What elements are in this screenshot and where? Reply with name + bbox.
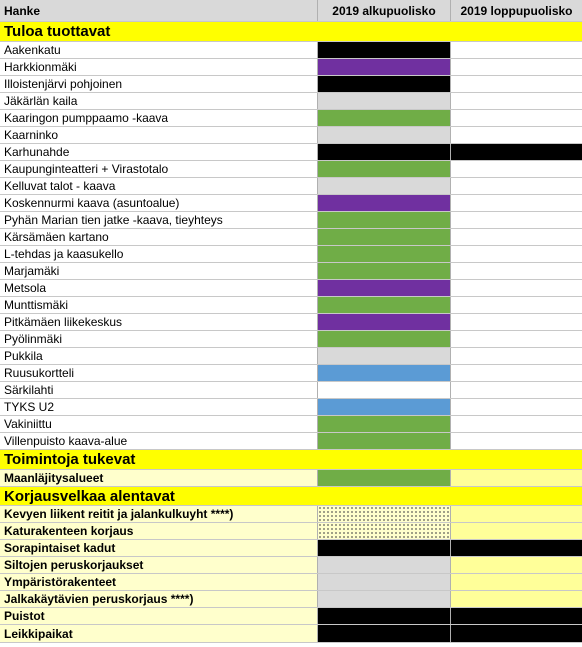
header-row [0, 0, 582, 22]
project-name: Metsola [4, 281, 47, 295]
table-row [0, 608, 582, 625]
first-half-status-cell [317, 246, 450, 262]
first-half-status-cell [317, 42, 450, 58]
section-title: Korjausvelkaa alentavat [4, 487, 175, 505]
second-half-status-cell [450, 195, 582, 211]
second-half-status-cell [450, 297, 582, 313]
project-name: Kärsämäen kartano [4, 230, 109, 244]
second-half-status-cell [450, 557, 582, 573]
first-half-status-cell [317, 280, 450, 296]
table-row [0, 625, 582, 643]
section-header-row [0, 22, 582, 42]
table-row [0, 399, 582, 416]
second-half-status-cell [450, 399, 582, 415]
second-half-status-cell [450, 382, 582, 398]
table-row [0, 365, 582, 382]
second-half-status-cell [450, 574, 582, 590]
second-half-status-cell [450, 591, 582, 607]
project-name: Aakenkatu [4, 43, 61, 57]
table-row [0, 59, 582, 76]
project-name: Leikkipaikat [4, 626, 73, 641]
project-name: Pukkila [4, 349, 43, 363]
project-name: Ympäristörakenteet [4, 575, 117, 589]
table-row [0, 382, 582, 399]
first-half-status-cell [317, 314, 450, 330]
first-half-status-cell [317, 591, 450, 607]
table-row [0, 42, 582, 59]
table-row [0, 416, 582, 433]
second-half-status-cell [450, 608, 582, 624]
first-half-status-cell [317, 608, 450, 624]
second-half-status-cell [450, 506, 582, 522]
table-row [0, 433, 582, 450]
first-half-status-cell [317, 331, 450, 347]
project-name: Marjamäki [4, 264, 60, 278]
project-name: Harkkionmäki [4, 60, 77, 74]
table-row [0, 229, 582, 246]
first-half-status-cell [317, 297, 450, 313]
table-row [0, 263, 582, 280]
project-name: Puistot [4, 609, 45, 623]
table-row [0, 331, 582, 348]
table-row [0, 280, 582, 297]
project-name: L-tehdas ja kaasukello [4, 247, 124, 261]
first-half-status-cell [317, 365, 450, 381]
section-title: Toimintoja tukevat [4, 451, 136, 468]
second-half-status-cell [450, 280, 582, 296]
table-row [0, 557, 582, 574]
second-half-status-cell [450, 433, 582, 449]
second-half-status-cell [450, 161, 582, 177]
first-half-status-cell [317, 161, 450, 177]
project-name: Koskennurmi kaava (asuntoalue) [4, 196, 180, 210]
table-row [0, 212, 582, 229]
project-name: Kelluvat talot - kaava [4, 179, 116, 193]
first-half-status-cell [317, 144, 450, 160]
table-row [0, 127, 582, 144]
project-name: Vakiniittu [4, 417, 52, 431]
first-half-status-cell [317, 127, 450, 143]
table-row [0, 506, 582, 523]
second-half-status-cell [450, 42, 582, 58]
second-half-status-cell [450, 229, 582, 245]
first-half-status-cell [317, 348, 450, 364]
table-row [0, 195, 582, 212]
table-row [0, 161, 582, 178]
header-project: Hanke [4, 3, 41, 18]
project-name: Sorapintaiset kadut [4, 541, 116, 555]
project-name: Kaupunginteatteri + Virastotalo [4, 162, 169, 176]
table-row [0, 523, 582, 540]
second-half-status-cell [450, 246, 582, 262]
second-half-status-cell [450, 76, 582, 92]
project-name: Katurakenteen korjaus [4, 524, 134, 538]
first-half-status-cell [317, 433, 450, 449]
second-half-status-cell [450, 540, 582, 556]
project-name: Kaarninko [4, 128, 59, 142]
second-half-status-cell [450, 59, 582, 75]
table-row [0, 470, 582, 487]
first-half-status-cell [317, 195, 450, 211]
table-row [0, 76, 582, 93]
second-half-status-cell [450, 470, 582, 486]
project-name: Särkilahti [4, 383, 54, 397]
project-name: TYKS U2 [4, 400, 55, 414]
second-half-status-cell [450, 348, 582, 364]
table-row [0, 246, 582, 263]
table-row [0, 348, 582, 365]
second-half-status-cell [450, 110, 582, 126]
table-row [0, 178, 582, 195]
second-half-status-cell [450, 331, 582, 347]
table-row [0, 297, 582, 314]
project-name: Ruusukortteli [4, 366, 75, 380]
first-half-status-cell [317, 523, 450, 539]
first-half-status-cell [317, 470, 450, 486]
first-half-status-cell [317, 263, 450, 279]
section-header-row [0, 450, 582, 470]
second-half-status-cell [450, 365, 582, 381]
first-half-status-cell [317, 540, 450, 556]
first-half-status-cell [317, 93, 450, 109]
project-name: Illoistenjärvi pohjoinen [4, 77, 123, 91]
first-half-status-cell [317, 625, 450, 642]
second-half-status-cell [450, 178, 582, 194]
project-name: Pyhän Marian tien jatke -kaava, tieyhteys [4, 213, 223, 227]
first-half-status-cell [317, 382, 450, 398]
first-half-status-cell [317, 399, 450, 415]
second-half-status-cell [450, 263, 582, 279]
second-half-status-cell [450, 523, 582, 539]
table-row [0, 93, 582, 110]
project-name: Kevyen liikent reitit ja jalankulkuyht ****) [4, 507, 234, 521]
project-name: Jäkärlän kaila [4, 94, 78, 108]
first-half-status-cell [317, 110, 450, 126]
project-name: Jalkakäytävien peruskorjaus ****) [4, 592, 194, 606]
project-name: Siltojen peruskorjaukset [4, 558, 144, 572]
first-half-status-cell [317, 212, 450, 228]
second-half-status-cell [450, 144, 582, 160]
first-half-status-cell [317, 178, 450, 194]
project-name: Karhunahde [4, 145, 70, 159]
project-name: Pyölinmäki [4, 332, 63, 346]
second-half-status-cell [450, 625, 582, 642]
second-half-status-cell [450, 416, 582, 432]
header-col-second-half: 2019 loppupuolisko [450, 0, 582, 21]
project-name: Pitkämäen liikekeskus [4, 315, 123, 329]
second-half-status-cell [450, 314, 582, 330]
table-row [0, 574, 582, 591]
section-header-row [0, 487, 582, 506]
second-half-status-cell [450, 212, 582, 228]
table-row [0, 144, 582, 161]
project-name: Maanläjitysalueet [4, 471, 104, 485]
first-half-status-cell [317, 574, 450, 590]
table-row [0, 110, 582, 127]
project-name: Villenpuisto kaava-alue [4, 434, 128, 448]
project-name: Munttismäki [4, 298, 69, 312]
second-half-status-cell [450, 93, 582, 109]
first-half-status-cell [317, 59, 450, 75]
first-half-status-cell [317, 557, 450, 573]
second-half-status-cell [450, 127, 582, 143]
table-row [0, 540, 582, 557]
section-title: Tuloa tuottavat [4, 23, 111, 40]
first-half-status-cell [317, 416, 450, 432]
first-half-status-cell [317, 229, 450, 245]
table-row [0, 314, 582, 331]
first-half-status-cell [317, 506, 450, 522]
project-name: Kaaringon pumppaamo -kaava [4, 111, 169, 125]
first-half-status-cell [317, 76, 450, 92]
table-row [0, 591, 582, 608]
header-col-first-half: 2019 alkupuolisko [317, 0, 450, 21]
